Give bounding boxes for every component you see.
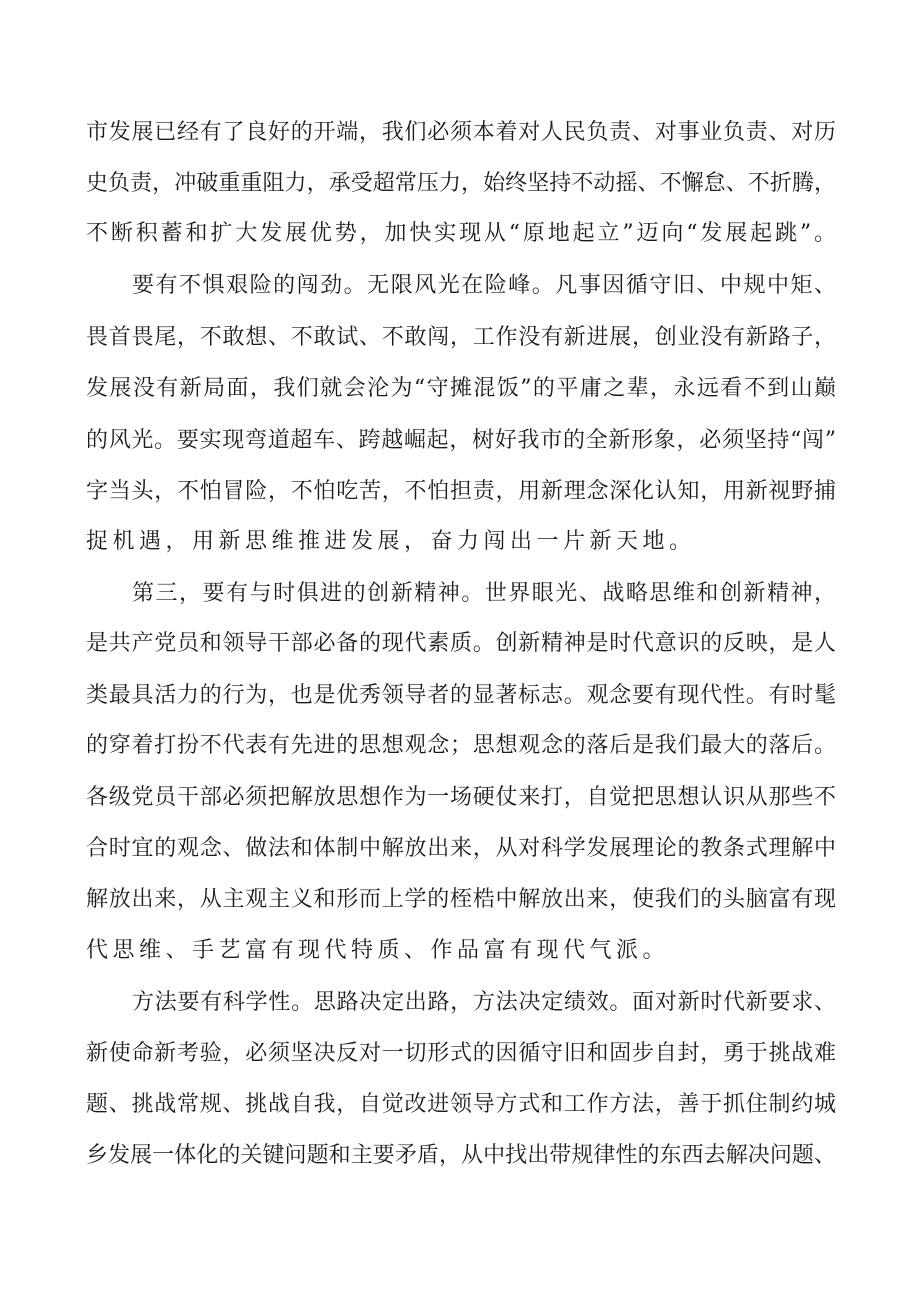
text-line: 新使命新考验，必须坚决反对一切形式的因循守旧和固步自封，勇于挑战难	[86, 1041, 837, 1066]
text-line: 不断积蓄和扩大发展优势，加快实现从“原地起立”迈向“发展起跳”。	[86, 221, 839, 246]
text-line: 的风光。要实现弯道超车、跨越崛起，树好我市的全新形象，必须坚持“闯”	[86, 428, 837, 453]
text-line: 市发展已经有了良好的开端，我们必须本着对人民负责、对事业负责、对历	[86, 120, 837, 145]
text-line: 要有不惧艰险的闯劲。无限风光在险峰。凡事因循守旧、中规中矩、	[132, 273, 838, 298]
text-line: 字当头，不怕冒险，不怕吃苦，不怕担责，用新理念深化认知，用新视野捕	[86, 479, 837, 504]
text-line: 题、挑战常规、挑战自我，自觉改进领导方式和工作方法，善于抓住制约城	[86, 1092, 837, 1117]
text-line: 类最具活力的行为，也是优秀领导者的显著标志。观念要有现代性。有时髦	[86, 683, 837, 708]
text-line: 第三，要有与时俱进的创新精神。世界眼光、战略思维和创新精神，	[132, 581, 838, 606]
text-line: 方法要有科学性。思路决定出路，方法决定绩效。面对新时代新要求、	[132, 990, 837, 1015]
text-line: 合时宜的观念、做法和体制中解放出来，从对科学发展理论的教条式理解中	[86, 836, 837, 861]
text-line: 发展没有新局面，我们就会沦为“守摊混饭”的平庸之辈，永远看不到山巅	[86, 376, 838, 401]
text-line: 是共产党员和领导干部必备的现代素质。创新精神是时代意识的反映，是人	[86, 631, 837, 656]
text-line: 畏首畏尾，不敢想、不敢试、不敢闯，工作没有新进展，创业没有新路子，	[86, 325, 837, 350]
text-line: 史负责，冲破重重阻力，承受超常压力，始终坚持不动摇、不懈怠、不折腾，	[86, 171, 837, 196]
text-line: 捉机遇，用新思维推进发展，奋力闯出一片新天地。	[86, 529, 696, 554]
text-line: 解放出来，从主观主义和形而上学的桎梏中解放出来，使我们的头脑富有现	[86, 887, 837, 912]
text-line: 的穿着打扮不代表有先进的思想观念；思想观念的落后是我们最大的落后。	[86, 733, 837, 758]
text-line: 代思维、手艺富有现代特质、作品富有现代气派。	[86, 938, 670, 963]
text-line: 乡发展一体化的关键问题和主要矛盾，从中找出带规律性的东西去解决问题、	[86, 1143, 837, 1168]
text-line: 各级党员干部必须把解放思想作为一场硬仗来打，自觉把思想认识从那些不	[86, 785, 837, 810]
